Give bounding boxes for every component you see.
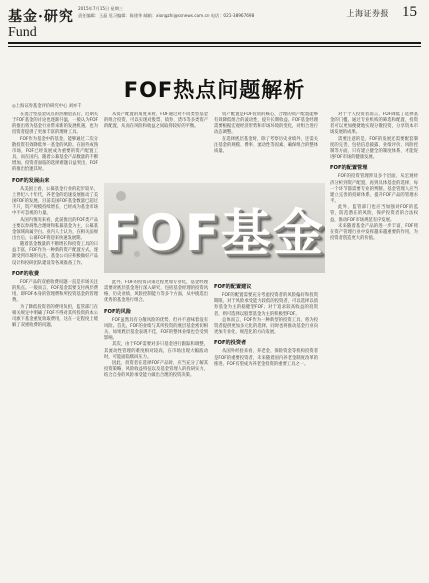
paragraph: 从美国上看，公募基金行业的起步较早，上世纪八十年代，养老金的迅速发展推动了美国FOF的发展。目前美国FOF基金数量已超过千只，资产规模持续增长，已经成为基金市场中不可忽视的力量。	[12, 186, 98, 217]
issue-date: 2015年7月15日 星期三	[78, 6, 124, 11]
paragraph: 需要注意的是，FOF的发展还需要配套制度的完善，包括信息披露、业绩评价、风险控制等方面，只有建立健全的制度体系，才能促进FOF市场的健康发展。	[330, 136, 418, 161]
section-heading: FOF的收费	[12, 270, 40, 277]
paragraph: 总体而言，FOF作为一种新型的投资工具，将为投资者提供更加多元化的选择，同时也将推动基金行业向更加专业化、规范化的方向发展。	[214, 317, 318, 336]
paragraph: 资产配置是FOF投资的核心，合理的资产配置能够有效降低组合的波动性，提升长期收益。FOF基金经理需要根据宏观经济形势和市场环境的变化，对组合进行动态调整。	[214, 112, 318, 136]
article-column-3-top	[214, 112, 318, 178]
paragraph: FOF作为基金中的基金，能够通过二次分散投资有效降低单一基金的风险。在国外成熟市场，FOF已经发展成为重要的资产配置工具，而在国内，随着公募基金产品数量的不断增加，投资者面临的选择难题日益突出，FOF的推出恰逢其时。	[12, 136, 98, 173]
paragraph: 其次，由于FOF需要对多只基金进行跟踪和调整，其流动性管理的难度相对较高，在市场出现大幅波动时，可能面临赎回压力。	[104, 342, 208, 360]
banner-text: FOF基金	[104, 204, 325, 262]
section-heading: FOF的配置管理	[330, 165, 368, 172]
article-column-1	[12, 112, 98, 574]
page-header	[0, 0, 429, 52]
fof-banner-image	[104, 183, 325, 273]
masthead-meta	[78, 6, 298, 19]
section-heading: FOF的发展由来	[12, 177, 50, 184]
article-column-2	[104, 280, 208, 574]
paragraph: FOF虽然具有分散风险的优势，但并不意味着没有风险。首先，FOF的业绩与其所投资的底层基金密切相关，如果底层基金表现不佳，FOF的整体业绩也会受到影响。	[104, 317, 208, 342]
paragraph: FOF产品的双重收费问题一直是市场关注的焦点。一般而言，FOF基金需要支付两层费用，即FOF本身的管理费和所投资基金的管理费。	[12, 279, 98, 304]
paragraph: 此外，FOF的投资决策过程更加专业化，基金经理需要对底层基金进行深入研究，包括基金经理的投资风格、历史业绩、风险控制能力等多个方面，从中挑选出优秀的基金进行组合。	[104, 280, 208, 304]
paragraph: FOF的投资管理涉及多个层面，从宏观经济分析到资产配置，再到具体基金的选择，每一个环节都需要专业的判断。基金管理人应当建立完善的投研体系，提升FOF产品的管理水平。	[330, 174, 418, 205]
paragraph: 从资产配置的角度来看，FOF通过对不同类型基金的组合投资，可以实现对股票、债券、货币等多类资产的配置，从而在风险和收益之间取得较好的平衡。	[104, 112, 208, 130]
paragraph: 随着基金数量的不断增长和投资工具的日益丰富，FOF作为一种新的资产配置方式，逐渐受到市场的关注。基金公司应积极做好产品设计和投研团队建设等各项准备工作。	[12, 242, 98, 266]
article-column-3	[214, 280, 318, 574]
paragraph: 在混合型基金试点的热潮退去后，近期关于FOF基金的讨论也逐渐升温，一般认为FOF的推出将为基金行业带来新的发展机遇，也为投资者提供了更加丰富的理财工具。	[12, 112, 98, 136]
article-title: FOF热点问题解析	[123, 78, 306, 102]
paragraph: 在选择底层基金时，除了考察历史业绩外，还需关注基金的规模、费率、流动性等因素，确保组合的整体质量。	[214, 136, 318, 154]
editor-info: 责任编辑：王晶 见习编辑：陈建华 邮箱：xiongzhi@ssnews.com.cn 电话：021-38967698	[78, 12, 255, 18]
page-number: 15	[402, 4, 417, 20]
paragraph: 此外，监管部门也应当加强对FOF的监管，防范潜在的风险，保护投资者的合法权益，推动FOF市场规范有序发展。	[330, 205, 418, 223]
paragraph: 未来随着基金产品的进一步丰富，FOF将在资产管理行业中发挥越来越重要的作用，为投资者创造更大的价值。	[330, 223, 418, 241]
section-title-cn: 基金·研究	[8, 9, 74, 25]
section-title-en: Fund	[8, 25, 37, 40]
paragraph: 从国内情况来看，此前推出的FOF类产品主要以券商集合理财和私募基金为主，公募基金领域尚属空白。业内人士认为，在相关法规出台后，公募FOF将迎来快速发展期。	[12, 217, 98, 241]
section-heading: FOF的投资者	[214, 340, 247, 347]
paragraph: 从国外经验来看，养老金、保险资金等机构投资者是FOF的重要投资者，未来随着国内养老金制度改革的推进，FOF有望成为养老金投资的重要工具之一。	[214, 349, 318, 367]
section-heading: FOF的配置建议	[214, 284, 252, 290]
paragraph: FOF的配置需要充分考虑投资者的风险偏好和投资期限，对于风险承受能力较低的投资者，可以选择以债券基金为主的稳健型FOF；对于追求较高收益的投资者，则可选择以股票基金为主的积极型FOF。	[214, 293, 318, 317]
article-column-4	[330, 112, 418, 574]
header-rule-thin	[8, 46, 421, 47]
section-heading: FOF的风险	[104, 308, 132, 315]
article-byline: ◎上海证券基金评价研究中心 刘亦千	[12, 104, 82, 109]
paragraph: 对于个人投资者而言，FOF降低了选择基金的门槛，通过专业机构的筛选和配置，投资者可以更加便捷地实现分散投资，分享资本市场发展的成果。	[330, 112, 418, 136]
paragraph: 因此，投资者在选择FOF产品时，应当充分了解其投资策略、风险收益特征以及基金管理人的投研实力，结合自身的风险承受能力做出合理的投资决策。	[104, 360, 208, 379]
article-column-2-top	[104, 112, 208, 178]
newspaper-name: 上海证券报	[346, 9, 389, 18]
header-rule-thick	[8, 42, 421, 44]
paragraph: 为了降低投资者的费用负担，监管部门在相关规定中明确了FOF不得对其所投资的本公司旗下基金重复收取费用，这在一定程度上缓解了双重收费的问题。	[12, 304, 98, 328]
